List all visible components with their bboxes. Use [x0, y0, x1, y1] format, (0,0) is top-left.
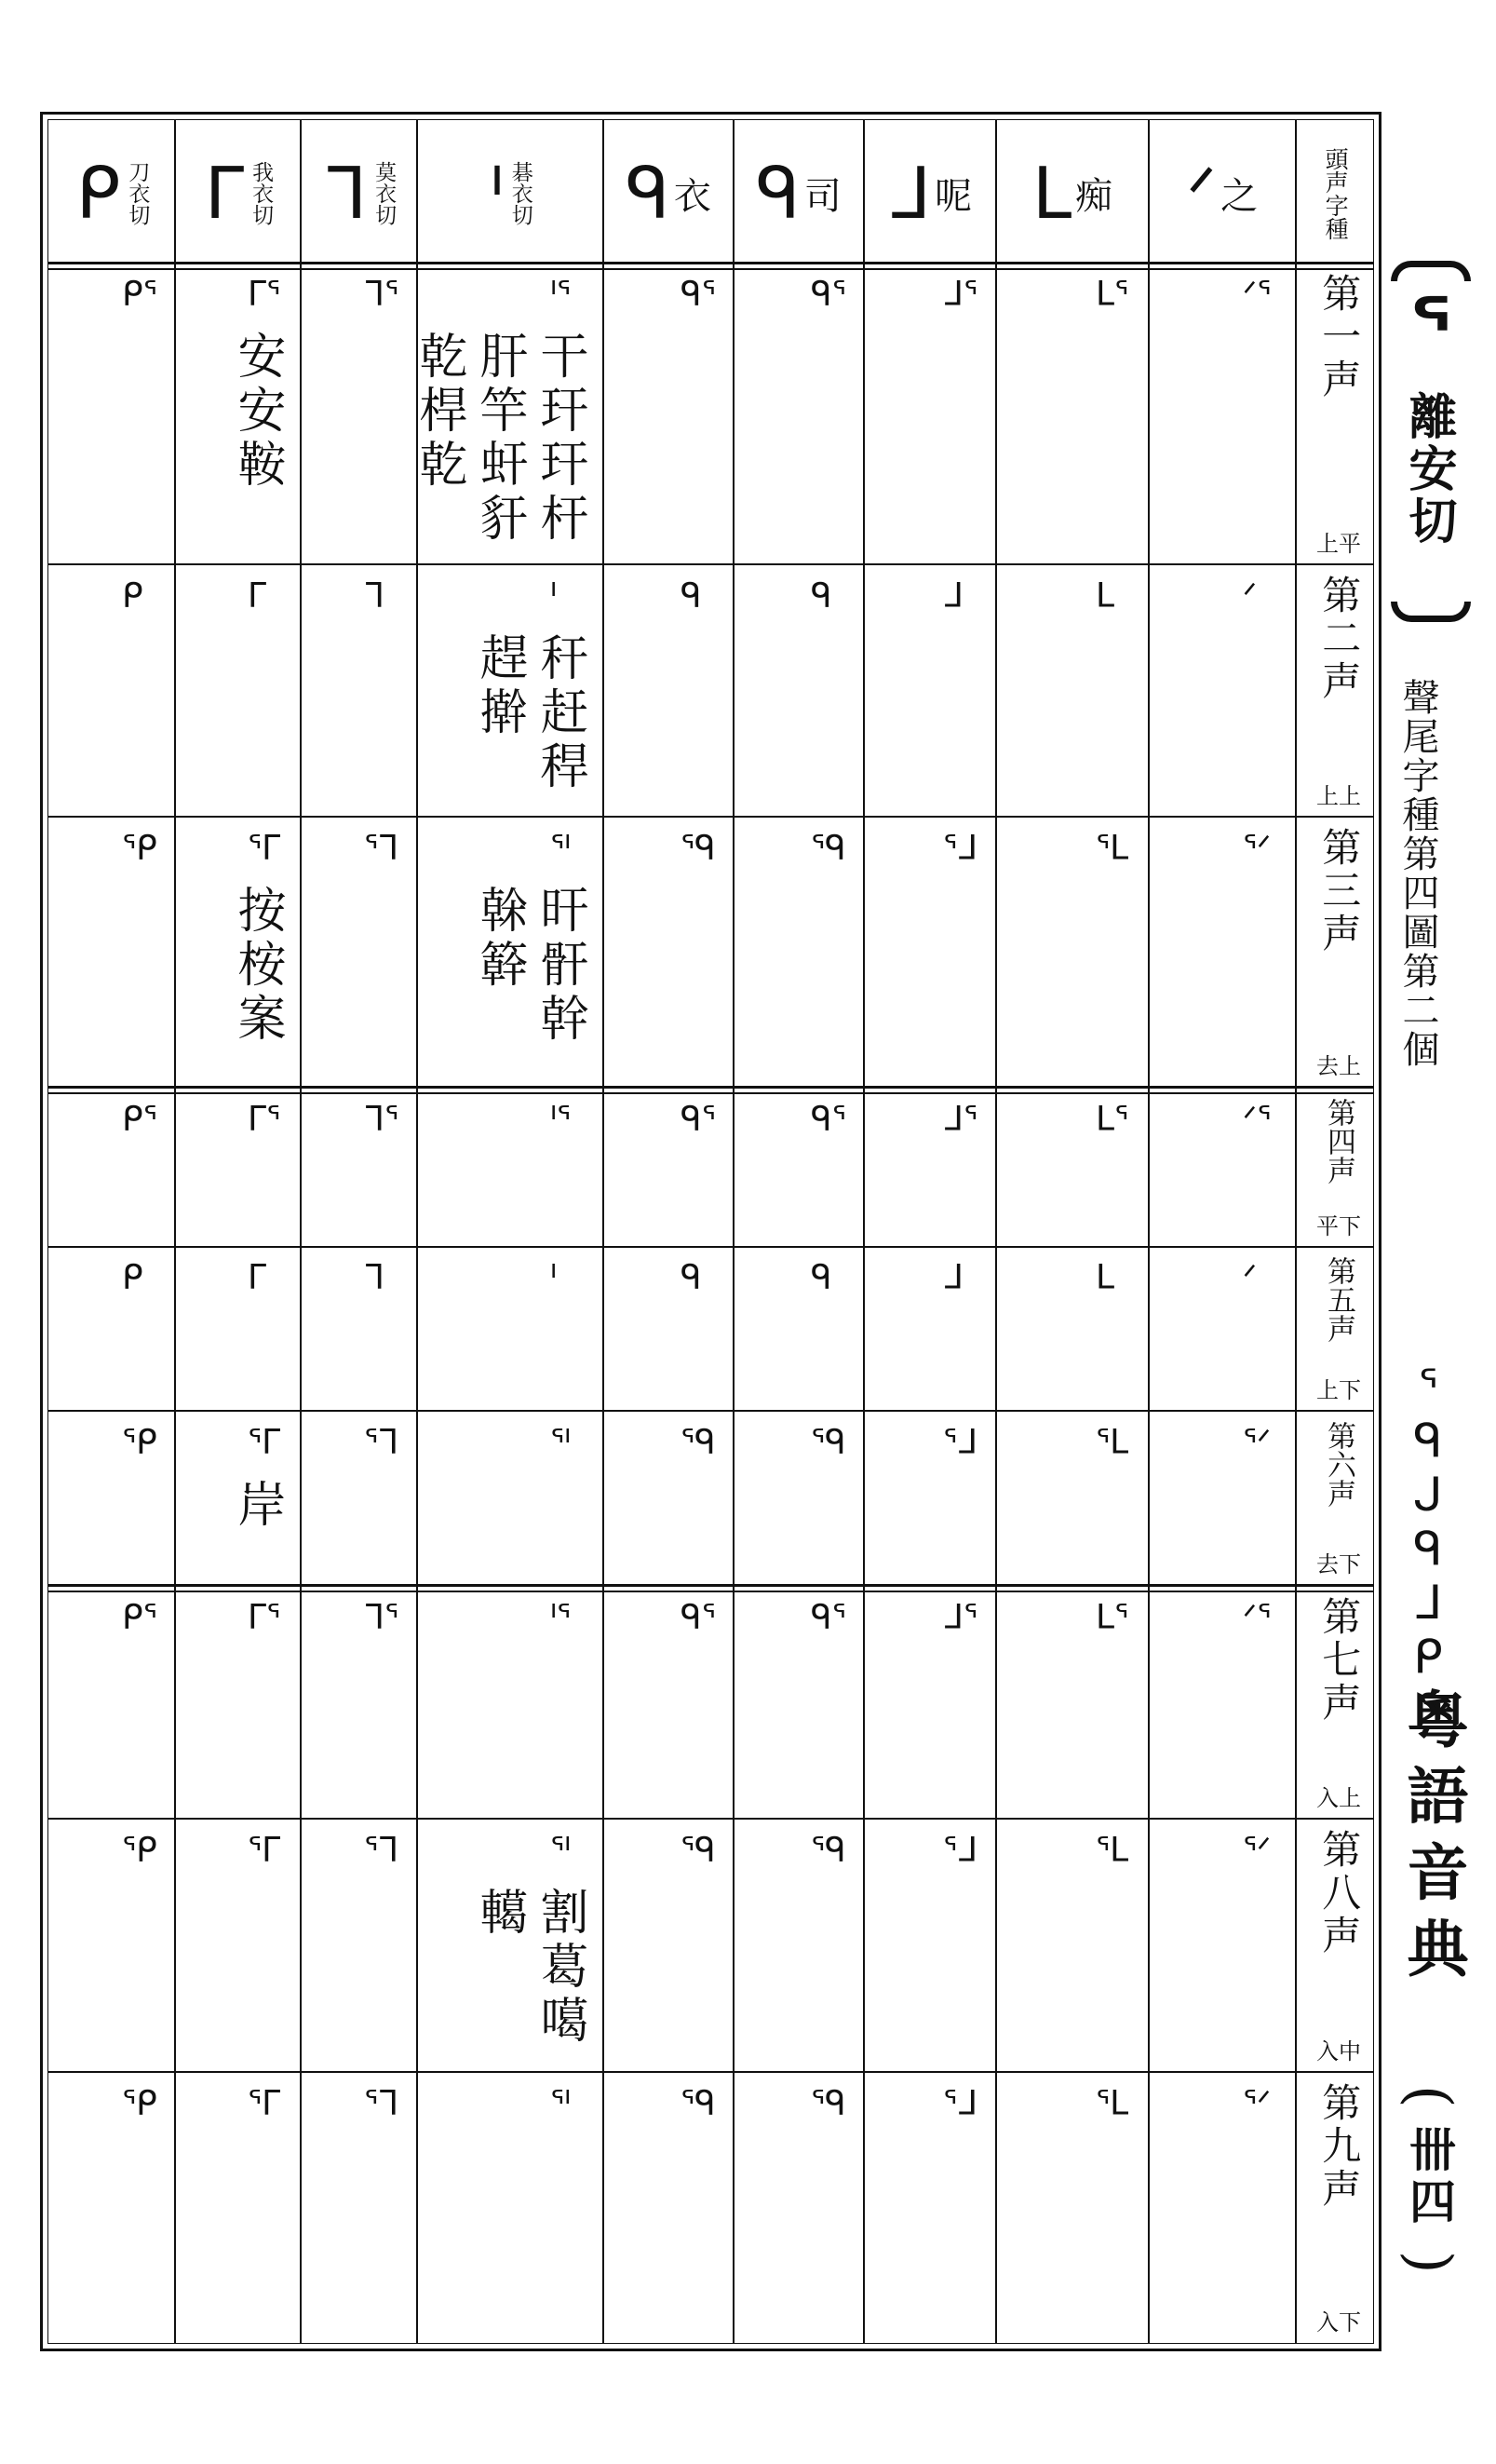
- character-list: 岸: [229, 1479, 285, 1533]
- syllable-mark: ᕐᒪ: [1096, 1832, 1129, 1870]
- page-number-text: 卌四: [1402, 2125, 1457, 2230]
- syllable-mark: ᑫ: [811, 577, 832, 616]
- tone-label: [1305, 1090, 1372, 1246]
- header-cell: [997, 126, 1148, 261]
- syllable-mark: ᕐᑭ: [122, 2085, 157, 2123]
- header-corner: [1297, 126, 1373, 261]
- syllable-mark: ᐟ: [1243, 1259, 1258, 1297]
- tone-number: 第二声: [1316, 575, 1363, 703]
- margin-symbol-sequence: ᕐᑫᒍᑫᒧᑭᕐ: [1401, 1360, 1455, 1738]
- syllable-mark: ᐟᕐ: [1243, 1599, 1272, 1637]
- tone-label: [1305, 2075, 1372, 2342]
- syllable-mark: ᕐᑊ: [550, 830, 571, 868]
- initial-label: 之: [1220, 175, 1259, 218]
- bracket-top: [1391, 261, 1471, 281]
- initial-label: 刀衣切: [125, 161, 150, 225]
- header-cell: [418, 126, 602, 261]
- syllable-mark: ᕐᑭ: [122, 830, 157, 868]
- tone-label: [1305, 265, 1372, 563]
- tone-number: 第九声: [1316, 2082, 1363, 2211]
- syllable-mark: ᒧ: [943, 577, 964, 616]
- book-title: 粵語音典: [1396, 1687, 1469, 1993]
- syllable-mark: ᕐᑫ: [811, 1832, 846, 1870]
- syllable-mark: ᑭ: [122, 1259, 143, 1297]
- syllable-mark: ᒥᕐ: [248, 1599, 281, 1637]
- syllable-mark: ᐟᕐ: [1243, 276, 1272, 314]
- syllable-mark: ᒥ: [248, 577, 267, 616]
- syllable-mark: ᑭ: [122, 577, 143, 616]
- header-cell: [49, 126, 174, 261]
- syllable-mark: ᕐᑫ: [811, 2085, 846, 2123]
- row-divider: [47, 2071, 1374, 2073]
- syllable-mark: ᕐᑫ: [681, 830, 716, 868]
- initial-label: 痴: [1075, 175, 1113, 218]
- character-list: 按桉案: [229, 885, 285, 1047]
- syllable-mark: ᑫᕐ: [811, 1599, 846, 1637]
- syllable-mark: ᒧᕐ: [943, 1101, 978, 1139]
- syllable-mark: ᒥᕐ: [248, 1101, 281, 1139]
- tone-class: 上平: [1316, 531, 1361, 557]
- tone-class: 上上: [1316, 783, 1361, 809]
- row-divider: [47, 816, 1374, 818]
- syllable-mark: ᕐᒣ: [364, 2085, 399, 2123]
- header-cell: [1150, 126, 1295, 261]
- syllable-mark: ᒣ: [364, 577, 384, 616]
- syllable-mark: ᕐᒪ: [1096, 830, 1129, 868]
- tone-class: 入中: [1316, 2038, 1361, 2065]
- tone-number: 第五声: [1322, 1256, 1356, 1343]
- syllable-mark: ᕐᒣ: [364, 830, 399, 868]
- initial-label: 我衣切: [249, 161, 274, 225]
- tone-label: [1305, 1589, 1372, 1818]
- syllable-mark: ᑭᕐ: [122, 1101, 157, 1139]
- syllable-mark: ᑊᕐ: [550, 276, 571, 314]
- initial-symbol: ᒥ: [204, 151, 245, 235]
- final-spelling: 離安切: [1400, 391, 1457, 548]
- tone-number: 第八声: [1316, 1829, 1363, 1957]
- initial-symbol: ᑊ: [490, 151, 504, 235]
- initial-symbol: ᒧ: [887, 151, 932, 235]
- syllable-mark: ᑫᕐ: [681, 276, 716, 314]
- syllable-mark: ᕐᒥ: [248, 1832, 281, 1870]
- page-paren-close: ): [1395, 2251, 1464, 2275]
- tone-number: 第七声: [1316, 1596, 1363, 1725]
- syllable-mark: ᐟ: [1243, 577, 1258, 616]
- column-divider: [995, 119, 997, 2344]
- syllable-mark: ᕐᒧ: [943, 1424, 978, 1462]
- initial-label: 莫衣切: [371, 161, 397, 225]
- syllable-mark: ᒣᕐ: [364, 1599, 399, 1637]
- syllable-mark: ᑊ: [550, 577, 557, 616]
- syllable-mark: ᕐᐟ: [1243, 1424, 1272, 1462]
- column-divider: [733, 119, 735, 2344]
- section-note: 聲尾字種第四圖第二個: [1396, 678, 1439, 1069]
- syllable-mark: ᒧᕐ: [943, 1599, 978, 1637]
- syllable-mark: ᑊ: [550, 1259, 557, 1297]
- syllable-mark: ᒪ: [1096, 577, 1115, 616]
- syllable-mark: ᑫ: [811, 1259, 832, 1297]
- initial-label: 衣: [673, 175, 711, 218]
- initial-symbol: ᑫ: [756, 151, 801, 235]
- syllable-mark: ᕐᑫ: [681, 2085, 716, 2123]
- syllable-mark: ᕐᐟ: [1243, 2085, 1272, 2123]
- tone-label: [1305, 567, 1372, 816]
- syllable-mark: ᑫᕐ: [811, 276, 846, 314]
- syllable-mark: ᒣᕐ: [364, 276, 399, 314]
- header-cell: [176, 126, 300, 261]
- tone-label: [1305, 1249, 1372, 1410]
- tone-number: 第一声: [1316, 273, 1363, 401]
- syllable-mark: ᕐᒧ: [943, 1832, 978, 1870]
- syllable-mark: ᑭᕐ: [122, 1599, 157, 1637]
- syllable-mark: ᑫᕐ: [681, 1101, 716, 1139]
- tone-class: 去下: [1316, 1551, 1361, 1577]
- syllable-mark: ᕐᒣ: [364, 1424, 399, 1462]
- tone-class: 上下: [1316, 1377, 1361, 1403]
- row-divider: [47, 1584, 1374, 1587]
- row-divider: [47, 1818, 1374, 1820]
- syllable-mark: ᒪᕐ: [1096, 276, 1129, 314]
- tone-number: 第三声: [1316, 827, 1363, 955]
- row-divider: [47, 1410, 1374, 1412]
- syllable-mark: ᕐᑫ: [681, 1832, 716, 1870]
- final-heading-bracket: [1391, 261, 1471, 622]
- row-divider: [47, 1086, 1374, 1089]
- header-cell: [604, 126, 733, 261]
- tone-label: [1305, 819, 1372, 1086]
- syllable-mark: ᒧᕐ: [943, 276, 978, 314]
- initial-symbol: ᑭ: [75, 151, 121, 235]
- character-list: 安安鞍: [229, 331, 285, 493]
- header-cell: [865, 126, 995, 261]
- syllable-mark: ᒪᕐ: [1096, 1599, 1129, 1637]
- syllable-mark: ᕐᑭ: [122, 1832, 157, 1870]
- syllable-mark: ᑭᕐ: [122, 276, 157, 314]
- column-divider: [863, 119, 865, 2344]
- syllable-mark: ᒧ: [943, 1259, 964, 1297]
- syllable-mark: ᕐᒪ: [1096, 1424, 1129, 1462]
- character-list: 秆赶稈趕擀: [471, 632, 587, 794]
- syllable-mark: ᕐᑭ: [122, 1424, 157, 1462]
- column-divider: [602, 119, 604, 2344]
- header-cell: [302, 126, 416, 261]
- header-cell: [735, 126, 863, 261]
- syllable-mark: ᒥ: [248, 1259, 267, 1297]
- syllable-mark: ᕐᒥ: [248, 830, 281, 868]
- syllable-mark: ᕐᒣ: [364, 1832, 399, 1870]
- syllable-mark: ᕐᑊ: [550, 2085, 571, 2123]
- initial-symbol: ᒪ: [1031, 151, 1072, 235]
- column-divider: [174, 119, 176, 2344]
- syllable-mark: ᕐᑫ: [811, 1424, 846, 1462]
- syllable-mark: ᕐᑊ: [550, 1424, 571, 1462]
- character-list: 割葛噶轕: [471, 1887, 587, 2049]
- syllable-mark: ᒣ: [364, 1259, 384, 1297]
- syllable-mark: ᕐᒧ: [943, 2085, 978, 2123]
- initial-label: 司: [803, 175, 842, 218]
- initial-symbol: ᐟ: [1186, 151, 1218, 235]
- syllable-mark: ᒣᕐ: [364, 1101, 399, 1139]
- syllable-mark: ᑫ: [681, 1259, 702, 1297]
- syllable-mark: ᕐᐟ: [1243, 830, 1272, 868]
- column-divider: [1295, 119, 1297, 2344]
- initial-symbol: ᒣ: [323, 151, 368, 235]
- bracket-bottom: [1391, 602, 1471, 622]
- tone-class: 入上: [1316, 1785, 1361, 1811]
- column-divider: [300, 119, 302, 2344]
- tone-label: [1305, 1821, 1372, 2071]
- tone-class: 去上: [1316, 1053, 1361, 1079]
- row-divider: [47, 563, 1374, 565]
- syllable-mark: ᑊᕐ: [550, 1101, 571, 1139]
- initial-symbol: ᑫ: [626, 151, 670, 235]
- syllable-mark: ᑫ: [681, 577, 702, 616]
- syllable-mark: ᑫᕐ: [681, 1599, 716, 1637]
- row-divider: [47, 1246, 1374, 1248]
- tone-number: 第六声: [1322, 1421, 1356, 1508]
- syllable-mark: ᕐᒪ: [1096, 2085, 1129, 2123]
- syllable-mark: ᕐᑊ: [550, 1832, 571, 1870]
- syllable-mark: ᕐᑫ: [681, 1424, 716, 1462]
- column-divider: [1148, 119, 1150, 2344]
- syllable-mark: ᕐᑫ: [811, 830, 846, 868]
- page-paren-open: (: [1395, 2084, 1464, 2108]
- tone-class: 平下: [1316, 1213, 1361, 1239]
- initial-label: 呢: [935, 175, 973, 218]
- syllable-mark: ᑫᕐ: [811, 1101, 846, 1139]
- tone-label: [1305, 1414, 1372, 1584]
- syllable-mark: ᕐᒥ: [248, 2085, 281, 2123]
- final-symbol: ᕐ: [1409, 279, 1452, 379]
- character-list: 旰骭幹榦簳: [471, 885, 587, 1047]
- syllable-mark: ᕐᒧ: [943, 830, 978, 868]
- character-list: 干玕玕杆肝竿虷豻乾桿乾: [411, 331, 587, 547]
- initial-label: 碁衣切: [507, 161, 532, 225]
- syllable-mark: ᐟᕐ: [1243, 1101, 1272, 1139]
- syllable-mark: ᒪ: [1096, 1259, 1115, 1297]
- tone-class: 入下: [1316, 2309, 1361, 2335]
- syllable-mark: ᕐᐟ: [1243, 1832, 1272, 1870]
- syllable-mark: ᒪᕐ: [1096, 1101, 1129, 1139]
- page-number: [1395, 2078, 1463, 2281]
- syllable-mark: ᑊᕐ: [550, 1599, 571, 1637]
- syllable-mark: ᕐᒥ: [248, 1424, 281, 1462]
- tone-number: 第四声: [1322, 1098, 1356, 1185]
- header-corner-label: 頭声字種: [1322, 146, 1350, 240]
- header-divider: [47, 262, 1374, 264]
- syllable-mark: ᒥᕐ: [248, 276, 281, 314]
